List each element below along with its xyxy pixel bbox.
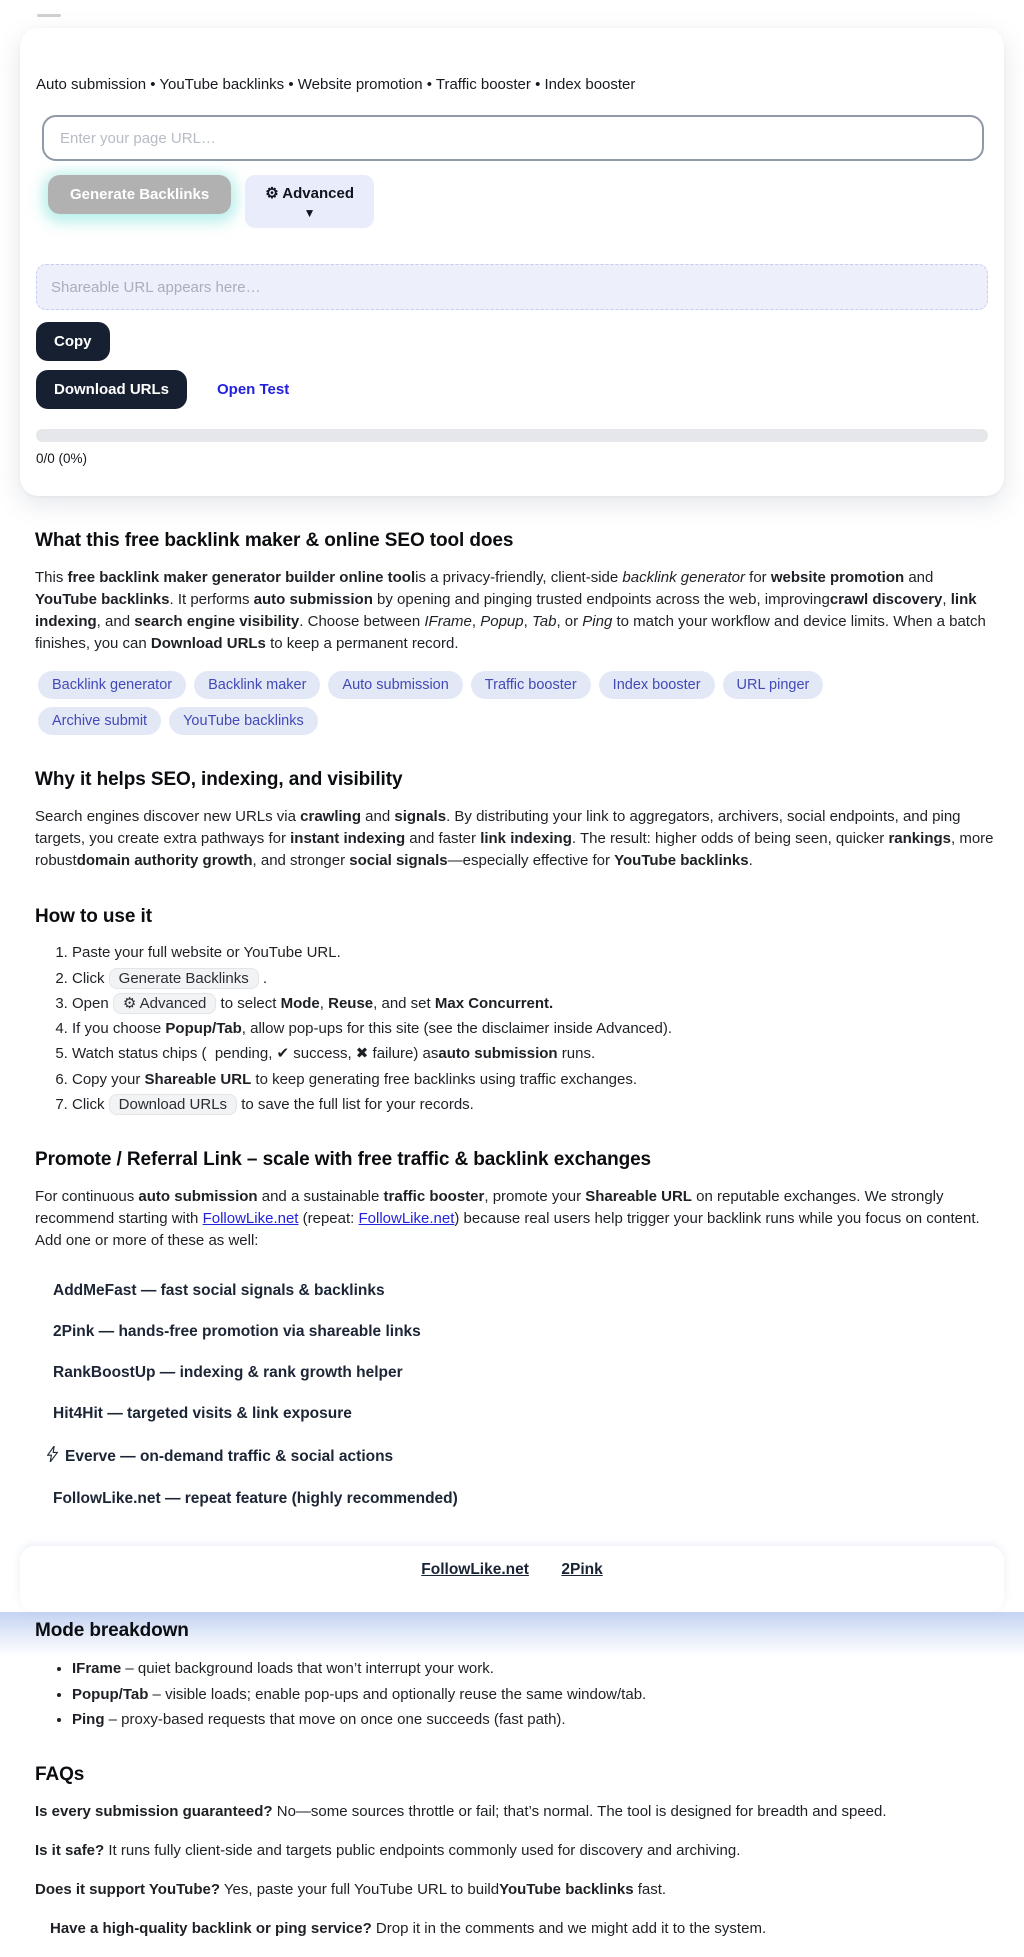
keyword-chip[interactable]: URL pinger [723, 671, 824, 699]
download-urls-button[interactable]: Download URLs [36, 370, 187, 409]
tool-card [20, 28, 1004, 496]
mode-bullet: • Ping – proxy-based requests that move on once one succeeds (fast path). [72, 1710, 996, 1730]
section-faqs-title: FAQs [35, 1764, 85, 1786]
section-what [0, 530, 1024, 1508]
footer-links-bar [20, 1546, 1004, 1612]
faq-item: Is every submission guaranteed? No—some sources throttle or fail; that’s normal. The tool is designed for breadth and speed. [35, 1803, 887, 1821]
lightning-icon [47, 1446, 58, 1467]
keyword-chip[interactable]: Archive submit [38, 707, 161, 735]
progress-bar [36, 429, 988, 442]
advanced-toggle-button[interactable] [245, 175, 374, 228]
tagline: Auto submission • YouTube backlinks • Website promotion • Traffic booster • Index booster [36, 76, 636, 93]
exchange-item[interactable] [35, 1323, 996, 1341]
exchange-item-label: RankBoostUp — indexing & rank growth helper [53, 1364, 403, 1382]
keyword-chip[interactable]: Backlink generator [38, 671, 186, 699]
progress-counter: 0/0 (0%) [36, 451, 88, 467]
exchange-item[interactable] [35, 1282, 996, 1300]
keyword-chip[interactable]: YouTube backlinks [169, 707, 318, 735]
keyword-chips [38, 671, 838, 735]
exchange-item[interactable] [35, 1446, 996, 1467]
action-button-row [42, 175, 988, 228]
how-to-step: 3. Open ⚙ Advanced to select Mode, Reuse, and set Max Concurrent. [72, 994, 996, 1014]
page-url-input[interactable] [42, 115, 984, 161]
section-modes [0, 1659, 1024, 1939]
footer-link[interactable]: FollowLike.net [421, 1561, 529, 1579]
advanced-label: ⚙ Advanced [265, 185, 354, 202]
mode-bullets [35, 1659, 996, 1730]
inline-link[interactable]: FollowLike.net [358, 1210, 455, 1228]
section-how-title: How to use it [35, 906, 152, 928]
exchange-list [35, 1282, 996, 1508]
open-test-link[interactable]: Open Test [217, 381, 290, 399]
exchange-item-label: AddMeFast — fast social signals & backlinks [53, 1282, 385, 1300]
mode-bullet: • IFrame – quiet background loads that won’t interrupt your work. [72, 1659, 996, 1679]
section-what-title: What this free backlink maker & online SEO tool does [35, 530, 514, 552]
faq-item: Is it safe? It runs fully client-side and targets public endpoints commonly used for discovery and archiving. [35, 1842, 741, 1860]
blue-gradient-band [0, 1612, 1024, 1657]
exchange-item-label: Everve — on-demand traffic & social actions [65, 1447, 394, 1465]
faq-item: Does it support YouTube? Yes, paste your full YouTube URL to buildYouTube backlinks fast. [35, 1881, 667, 1899]
keyword-chip[interactable]: Index booster [599, 671, 715, 699]
exchange-item[interactable] [35, 1405, 996, 1423]
copy-button[interactable]: Copy [36, 322, 110, 361]
section-why-title: Why it helps SEO, indexing, and visibility [35, 769, 403, 791]
generate-backlinks-button[interactable]: Generate Backlinks [48, 175, 231, 214]
section-why-paragraph: Search engines discover new URLs via crawling and signals. By distributing your link to aggregators, archivers, social endpoints, and ping targets, you create extra pathways for instant indexing and faster link indexing. The result: higher odds of being seen, quicker rankings, more robustdomain authority growth, and stronger social signals—especially effective for YouTube backlinks. [35, 808, 994, 870]
faq-item: Have a high-quality backlink or ping service? Drop it in the comments and we might add it to the system. [50, 1920, 767, 1938]
how-to-steps [35, 943, 996, 1115]
how-to-step: 7. Click Download URLs to save the full list for your records. [72, 1095, 996, 1115]
exchange-item[interactable] [35, 1364, 996, 1382]
inline-ui-chip: Generate Backlinks [109, 968, 259, 989]
how-to-step: 2. Click Generate Backlinks . [72, 969, 996, 989]
inline-ui-chip: Download URLs [109, 1094, 237, 1115]
keyword-chip[interactable]: Auto submission [328, 671, 462, 699]
inline-ui-chip: ⚙ Advanced [113, 993, 217, 1014]
section-modes-title: Mode breakdown [35, 1620, 189, 1642]
chevron-down-icon: ▼ [303, 205, 316, 220]
keyword-chip[interactable]: Backlink maker [194, 671, 320, 699]
how-to-step: 6. Copy your Shareable URL to keep generating free backlinks using traffic exchanges. [72, 1070, 996, 1090]
exchange-item-label: Hit4Hit — targeted visits & link exposure [53, 1405, 352, 1423]
section-what-paragraph: This free backlink maker generator builder online toolis a privacy-friendly, client-side backlink generator for website promotion and YouTube backlinks. It performs auto submission by opening and pinging trusted endpoints across the web, improvingcrawl discovery, link indexing, and search engine visibility. Choose between IFrame, Popup, Tab, or Ping to match your workflow and device limits. When a batch finishes, you can Download URLs to keep a permanent record. [35, 569, 986, 653]
shareable-url-field[interactable] [36, 264, 988, 310]
exchange-item-label: FollowLike.net — repeat feature (highly recommended) [53, 1490, 458, 1508]
faq-list [35, 1801, 996, 1939]
section-promote-title: Promote / Referral Link – scale with free traffic & backlink exchanges [35, 1149, 652, 1171]
how-to-step: 4. If you choose Popup/Tab, allow pop-ups for this site (see the disclaimer inside Advanced). [72, 1019, 996, 1039]
mode-bullet: • Popup/Tab – visible loads; enable pop-ups and optionally reuse the same window/tab. [72, 1685, 996, 1705]
how-to-step: 5. Watch status chips ( pending, ✔ success, ✖ failure) asauto submission runs. [72, 1044, 996, 1064]
keyword-chip[interactable]: Traffic booster [471, 671, 591, 699]
inline-link[interactable]: FollowLike.net [202, 1210, 299, 1228]
download-row [36, 370, 988, 409]
footer-link[interactable]: 2Pink [561, 1561, 603, 1579]
exchange-item-label: 2Pink — hands-free promotion via shareable links [53, 1323, 421, 1341]
how-to-step: 1. Paste your full website or YouTube URL. [72, 943, 996, 963]
section-promote-paragraph: For continuous auto submission and a sustainable traffic booster, promote your Shareable URL on reputable exchanges. We strongly recommend starting with FollowLike.net (repeat: FollowLike.net) because real users help trigger your backlink runs while you focus on content. Add one or more of these as well: [35, 1188, 980, 1250]
exchange-item[interactable] [35, 1490, 996, 1508]
top-dash-decoration [37, 14, 61, 17]
